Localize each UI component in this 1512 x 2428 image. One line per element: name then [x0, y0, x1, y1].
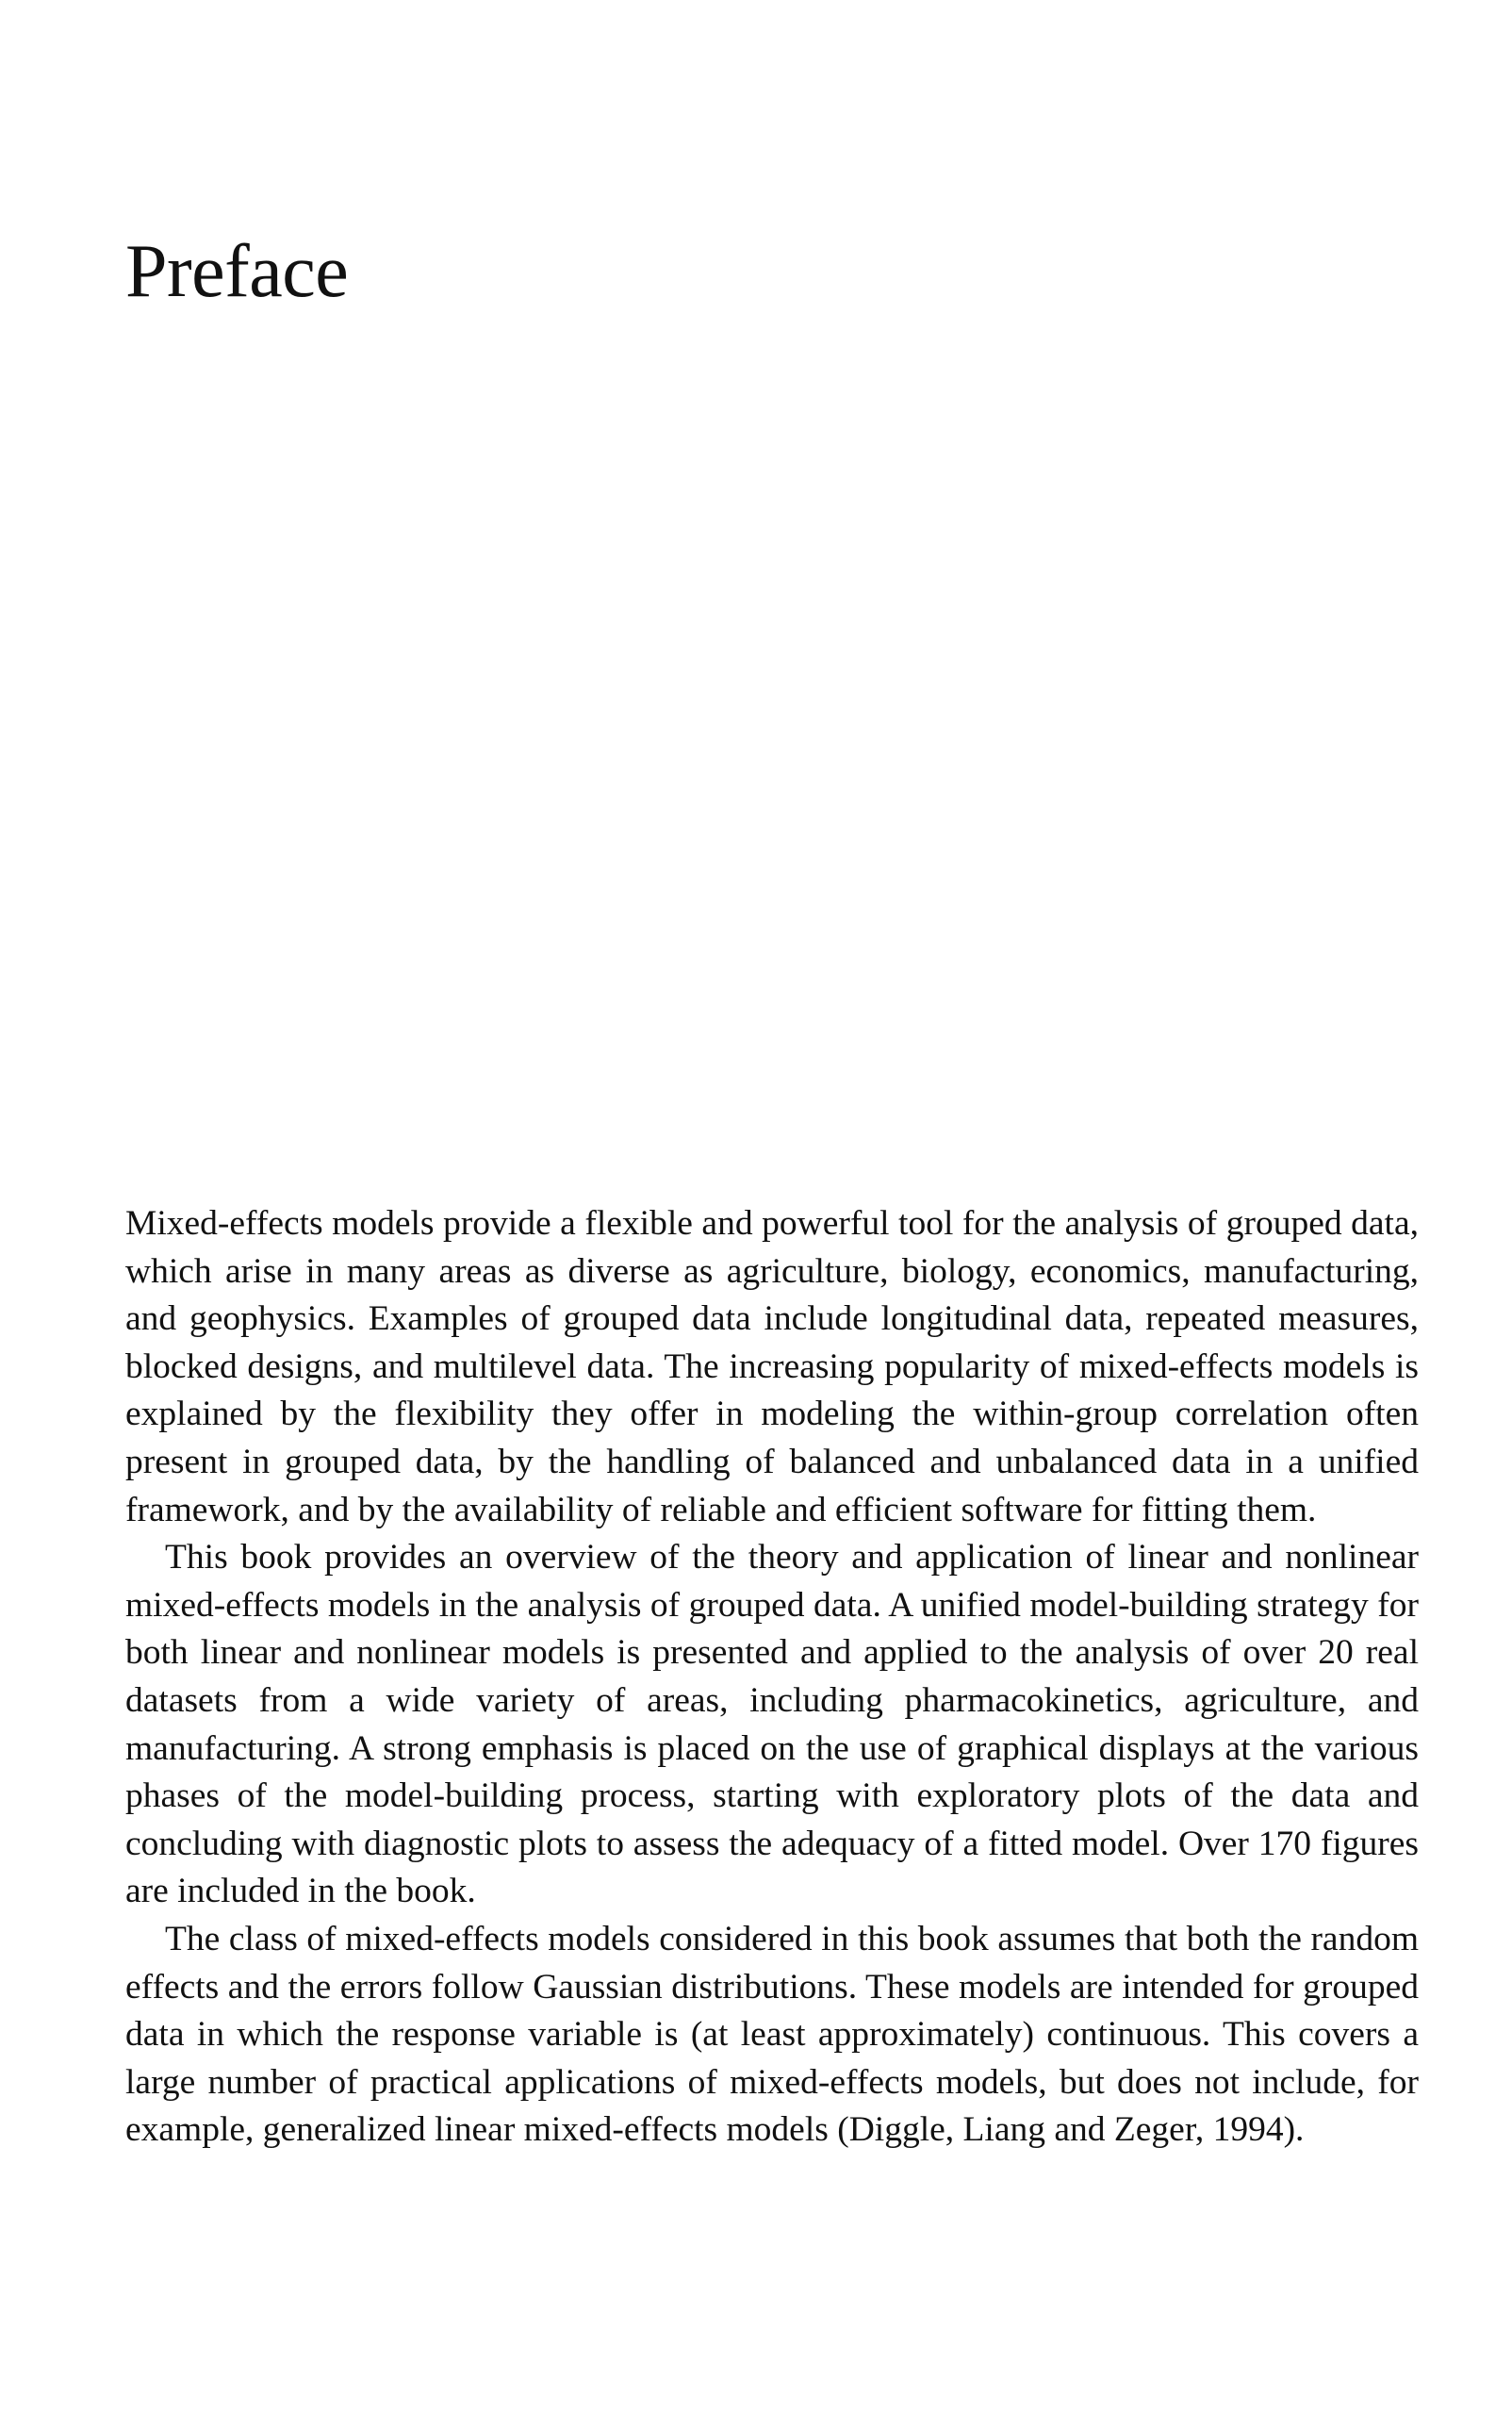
paragraph-intro: Mixed-effects models provide a flexible and powerful tool for the analysis of grouped data, which arise in many areas as diverse as agriculture, biology, economics, manufacturing, and geophysics. Examples of grouped data include longitudinal data, repeated measures, blocked designs, and multilevel data. The increasing popularity of mixed-effects models is explained by the flexibility they offer in modeling the within-group correlation often present in grouped data, by the handling of balanced and unbalanced data in a unified framework, and by the availability of reliable and efficient software for fitting them.	[125, 1204, 1419, 1529]
paragraph-model-class: The class of mixed-effects models considered in this book assumes that both the random effects and the errors follow Gaussian distributions. These models are intended for grouped data in which the response variable is (at least approximately) continuous. This covers a large number of practical applications of mixed-effects models, but does not include, for example, generalized linear mixed-effects models (Diggle, Liang and Zeger, 1994).	[125, 1919, 1419, 2150]
paragraph-book-overview: This book provides an overview of the theory and application of linear and nonlinear mixed-effects models in the analysis of grouped data. A unified model-building strategy for both linear and nonlinear models is presented and applied to the analysis of over 20 real datasets from a wide variety of areas, including pharmacokinetics, agriculture, and manufacturing. A strong emphasis is placed on the use of graphical displays at the various phases of the model-building process, starting with exploratory plots of the data and concluding with diagnostic plots to assess the adequacy of a fitted model. Over 170 figures are included in the book.	[125, 1538, 1419, 1911]
preface-body	[125, 1200, 1419, 2155]
chapter-title: Preface	[125, 230, 349, 313]
